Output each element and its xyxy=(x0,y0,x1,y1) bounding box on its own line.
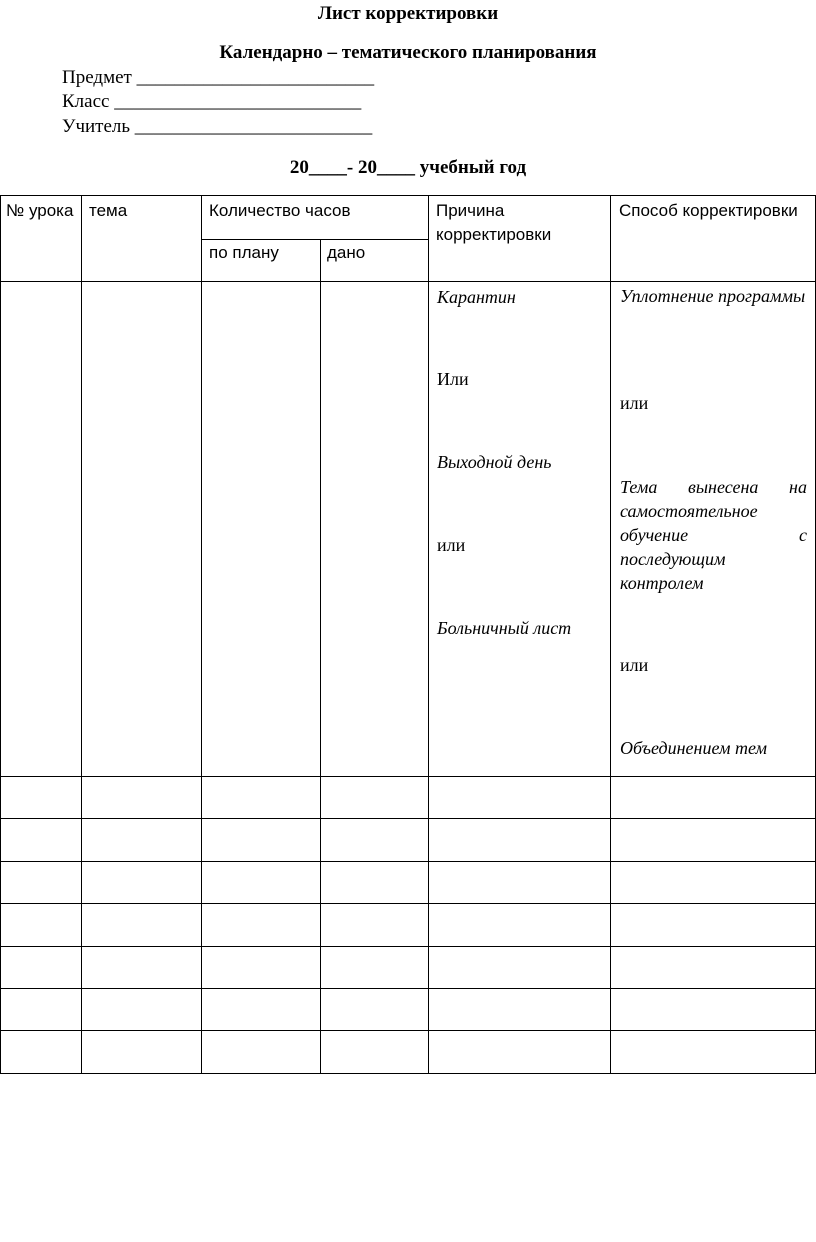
row-divider xyxy=(0,903,816,904)
row-divider xyxy=(0,818,816,819)
method-or-2: или xyxy=(620,655,649,675)
reason-quarantine: Карантин xyxy=(437,287,516,307)
reason-day-off: Выходной день xyxy=(437,452,552,472)
subject-field: Предмет _________________________ xyxy=(62,67,375,88)
row-divider xyxy=(0,988,816,989)
teacher-field: Учитель _________________________ xyxy=(62,116,373,137)
column-header-topic: тема xyxy=(89,201,128,220)
reason-or-2: или xyxy=(437,535,466,555)
method-merge-topics: Объединением тем xyxy=(620,738,767,758)
column-divider xyxy=(320,239,321,1074)
column-divider xyxy=(201,195,202,1074)
method-or-1: или xyxy=(620,393,649,413)
column-header-method: Способ корректировки xyxy=(619,201,798,220)
class-field: Класс __________________________ xyxy=(62,91,362,112)
hours-subheader-divider xyxy=(201,239,429,240)
table-border-left xyxy=(0,195,1,1074)
column-divider xyxy=(610,195,611,1074)
column-header-reason: Причина корректировки xyxy=(436,201,552,244)
method-condensing: Уплотнение программы xyxy=(620,286,806,306)
column-divider xyxy=(428,195,429,1074)
column-header-hours: Количество часов xyxy=(209,201,351,220)
header-divider xyxy=(0,281,816,282)
reason-sick-leave: Больничный лист xyxy=(437,618,572,638)
column-header-hours-plan: по плану xyxy=(209,243,279,262)
table-border-bottom xyxy=(0,1073,816,1074)
document-subtitle: Календарно – тематического планирования xyxy=(219,42,597,63)
correction-table xyxy=(0,195,816,1074)
method-self-study: Тема вынесена на самостоятельное обучение с последующим контролем xyxy=(620,477,807,593)
column-header-lesson-no: № урока xyxy=(6,201,74,220)
reason-or-1: Или xyxy=(437,369,469,389)
row-divider xyxy=(0,776,816,777)
table-border-top xyxy=(0,195,816,196)
document-title: Лист корректировки xyxy=(317,3,499,24)
column-header-hours-given: дано xyxy=(327,243,366,262)
row-divider xyxy=(0,946,816,947)
row-divider xyxy=(0,861,816,862)
school-year-line: 20____- 20____ учебный год xyxy=(289,157,527,178)
row-divider xyxy=(0,1030,816,1031)
column-divider xyxy=(81,195,82,1074)
